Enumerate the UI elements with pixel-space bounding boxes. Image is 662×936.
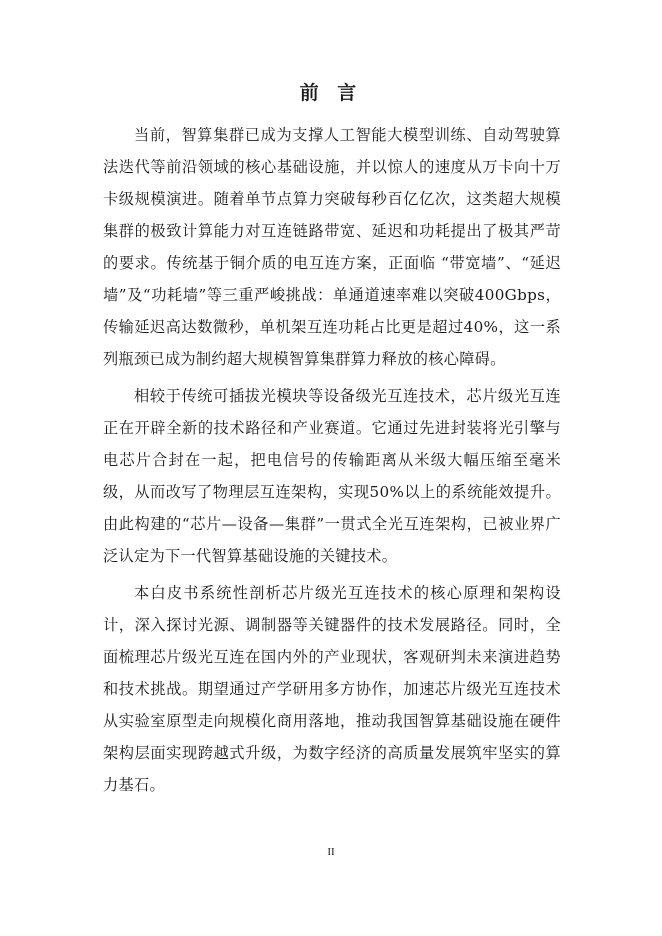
body-text (103, 119, 561, 806)
paragraph-1: 当前，智算集群已成为支撑人工智能大模型训练、自动驾驶算法迭代等前沿领域的核心基础设施，并以惊人的速度从万卡向十万卡级规模演进。随着单节点算力突破每秒百亿亿次，这类超大规模集群的极致计算能力对互连链路带宽、延迟和功耗提出了极其严苛的要求。传统基于铜介质的电互连方案，正面临 “带宽墙”、“延迟墙”及“功耗墙”等三重严峻挑战：单通道速率难以突破400Gbps，传输延迟高达数微秒，单机架互连功耗占比更是超过40%，这一系列瓶颈已成为制约超大规模智算集群算力释放的核心障碍。 (103, 126, 561, 368)
paragraph-2: 相较于传统可插拔光模块等设备级光互连技术，芯片级光互连正在开辟全新的技术路径和产业赛道。它通过先进封装将光引擎与电芯片合封在一起，把电信号的传输距离从米级大幅压缩至毫米级，从而改写了物理层互连架构，实现50%以上的系统能效提升。由此构建的“芯片—设备—集群”一贯式全光互连架构，已被业界广泛认定为下一代智算基础设施的关键技术。 (103, 387, 561, 565)
page-title: 前 言 (299, 82, 363, 104)
page-number: II (327, 846, 335, 858)
paragraph-3: 本白皮书系统性剖析芯片级光互连技术的核心原理和架构设计，深入探讨光源、调制器等关键器件的技术发展路径。同时，全面梳理芯片级光互连在国内外的产业现状，客观研判未来演进趋势和技术挑战。期望通过产学研用多方协作，加速芯片级光互连技术从实验室原型走向规模化商用落地，推动我国智算基础设施在硬件架构层面实现跨越式升级，为数字经济的高质量发展筑牢坚实的算力基石。 (103, 584, 561, 794)
